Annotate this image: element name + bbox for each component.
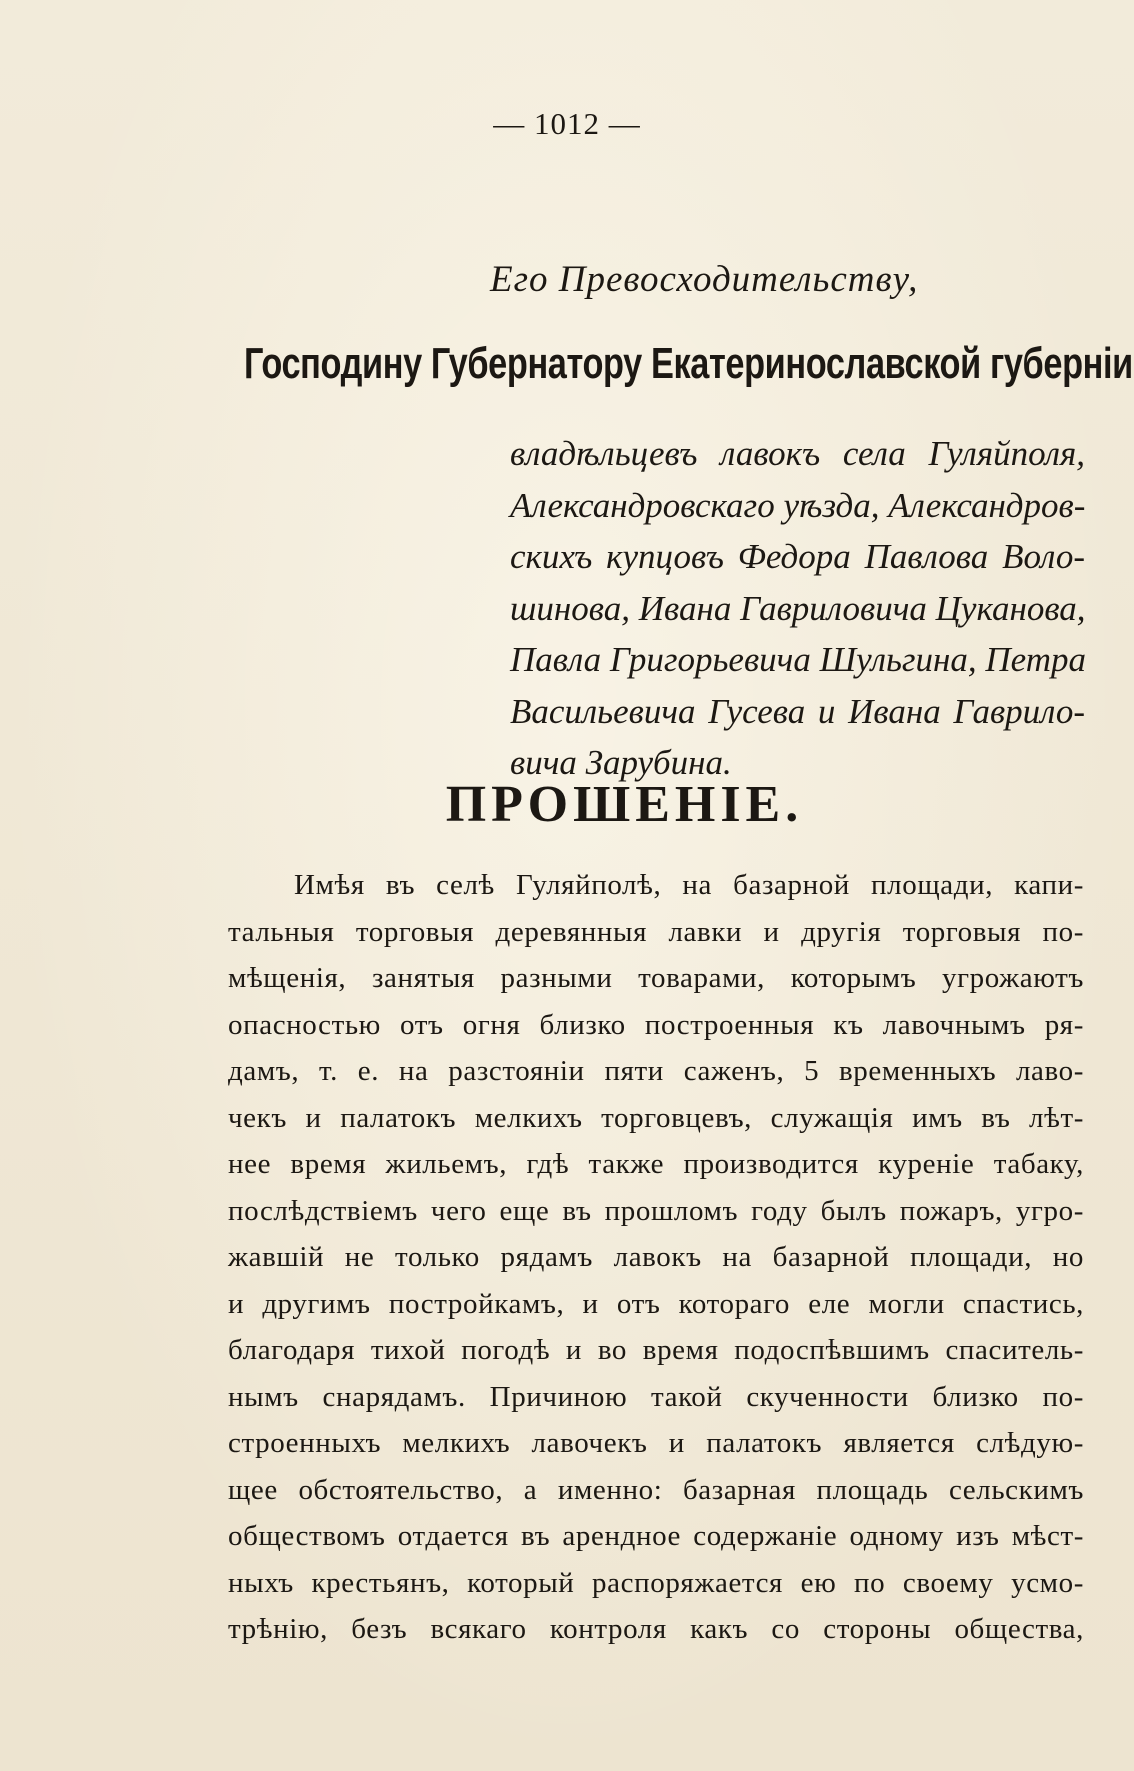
body-line: Имѣя въ селѣ Гуляйполѣ, на базарной площади, капи- [294, 869, 1084, 901]
body-line: трѣнію, безъ всякаго контроля какъ со стороны общества, [228, 1613, 1084, 1645]
salutation: Его Превосходительству, [490, 259, 919, 300]
body-line: мѣщенія, занятыя разными товарами, которымъ угрожаютъ [228, 962, 1084, 994]
body-line: опасностью отъ огня близко построенныя къ лавочнымъ ря- [228, 1008, 1084, 1041]
body-line: нымъ снарядамъ. Причиною такой скученности близко по- [228, 1380, 1084, 1413]
addressee-heading: Господину Губернатору Екатеринославской губерніи [244, 339, 1133, 388]
petitioners-line: Васильевича Гусева и Ивана Гаврило- [510, 691, 1085, 731]
body-line: и другимъ постройкамъ, и отъ котораго еле могли спастись, [228, 1287, 1084, 1320]
body-line: нее время жильемъ, гдѣ также производится куреніе табаку, [228, 1148, 1084, 1180]
body-line: послѣдствіемъ чего еще въ прошломъ году былъ пожаръ, угро- [228, 1194, 1084, 1227]
petitioners-line: Александровскаго уѣзда, Александров- [510, 485, 1086, 525]
page-number: — 1012 — [493, 106, 641, 141]
petitioners-line: шинова, Ивана Гавриловича Цуканова, [510, 588, 1086, 628]
body-line: благодаря тихой погодѣ и во время подоспѣвшимъ спаситель- [228, 1334, 1084, 1366]
body-line: тальныя торговыя деревянныя лавки и другія торговыя по- [228, 915, 1084, 948]
body-line: чекъ и палатокъ мелкихъ торговцевъ, служащія имъ въ лѣт- [228, 1101, 1084, 1134]
body-line: щее обстоятельство, а именно: базарная площадь сельскимъ [228, 1473, 1084, 1506]
document-title: ПРОШЕНІЕ. [445, 776, 804, 833]
petitioners-line: скихъ купцовъ Федора Павлова Воло- [510, 537, 1085, 576]
body-line: дамъ, т. е. на разстояніи пяти саженъ, 5 временныхъ лаво- [228, 1055, 1084, 1087]
petitioners-line: Павла Григорьевича Шульгина, Петра [510, 640, 1087, 679]
body-line: обществомъ отдается въ арендное содержаніе одному изъ мѣст- [228, 1520, 1084, 1552]
petitioners-line: владѣльцевъ лавокъ села Гуляйполя, [510, 434, 1085, 473]
body-line: строенныхъ мелкихъ лавочекъ и палатокъ является слѣдую- [228, 1427, 1084, 1459]
petitioners-block [510, 428, 1085, 789]
body-paragraph [228, 862, 1084, 1653]
body-line: ныхъ крестьянъ, который распоряжается ею по своему усмо- [228, 1566, 1084, 1599]
petitioners-line: вича Зарубина. [510, 743, 732, 782]
body-line: жавшій не только рядамъ лавокъ на базарной площади, но [228, 1241, 1084, 1273]
